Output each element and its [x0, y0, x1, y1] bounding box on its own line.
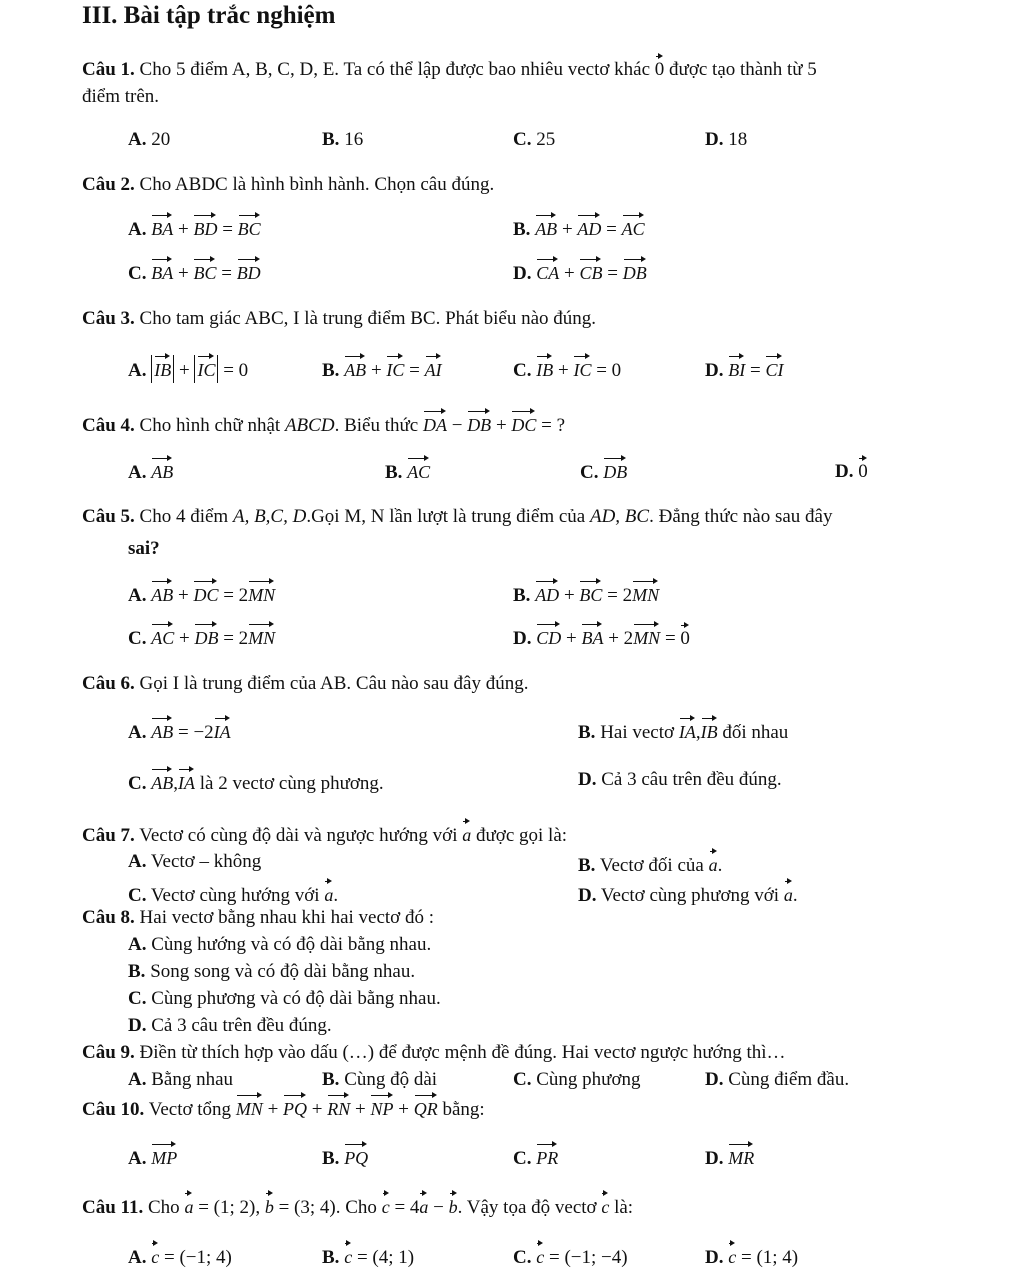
- question-text: Cho 4 điểm: [139, 506, 229, 527]
- q11-option-b[interactable]: [322, 1242, 414, 1270]
- option-text: 16: [344, 129, 364, 150]
- operator: +: [370, 360, 382, 381]
- operator: +: [311, 1099, 323, 1120]
- vector: MR: [728, 1143, 754, 1167]
- q3-option-c[interactable]: [513, 355, 621, 383]
- question-7: [82, 820, 567, 848]
- vector: PR: [536, 1143, 558, 1167]
- option-label: C.: [128, 628, 147, 649]
- question-1: [82, 55, 817, 82]
- question-label: Câu 11.: [82, 1197, 144, 1218]
- question-text: . Biểu thức: [334, 415, 419, 436]
- option-label: B.: [322, 1247, 340, 1268]
- option-text: 18: [728, 129, 748, 150]
- option-label: D.: [835, 461, 854, 482]
- question-5: [82, 505, 832, 529]
- option-label: A.: [128, 1148, 147, 1169]
- option-label: D.: [705, 1247, 724, 1268]
- question-9: [82, 1041, 786, 1065]
- vector: DB: [194, 623, 218, 647]
- q9-option-d[interactable]: [705, 1068, 849, 1092]
- vector: CD: [536, 623, 561, 647]
- question-4: [82, 410, 565, 438]
- vector: a: [419, 1192, 428, 1216]
- vector: c: [382, 1192, 390, 1216]
- question-label: Câu 7.: [82, 825, 135, 846]
- option-label: B.: [513, 219, 531, 240]
- question-label: Câu 1.: [82, 59, 135, 80]
- operator: +: [495, 415, 507, 436]
- option-text: = (−1; −4): [548, 1247, 628, 1268]
- option-label: D.: [578, 885, 597, 906]
- q11-option-d[interactable]: [705, 1242, 798, 1270]
- vector: AC: [151, 623, 174, 647]
- question-text: là:: [614, 1197, 634, 1218]
- vector: BA: [151, 258, 173, 282]
- option-text: Vectơ – không: [150, 851, 262, 872]
- operator: +: [563, 585, 575, 606]
- vector: AB: [344, 355, 366, 379]
- option-label: C.: [513, 129, 532, 150]
- value: = (3; 4): [278, 1197, 336, 1218]
- question-text: Cho hình chữ nhật: [139, 415, 281, 436]
- vector: AD: [535, 580, 559, 604]
- vector: a: [462, 820, 471, 844]
- question-text: Cho ABDC là hình bình hành. Chọn câu đúng.: [139, 174, 495, 195]
- vector: AB: [151, 768, 173, 792]
- q10-option-a[interactable]: [128, 1143, 177, 1171]
- question-5-cont: sai?: [128, 538, 160, 559]
- q5-option-a[interactable]: [128, 580, 275, 608]
- question-6: [82, 672, 528, 696]
- abs-value: [194, 355, 218, 383]
- q4-option-d[interactable]: [835, 457, 868, 484]
- q7-option-d[interactable]: [578, 880, 798, 908]
- vector: BA: [151, 214, 173, 238]
- option-text: Cùng phương và có độ dài bằng nhau.: [151, 988, 441, 1009]
- option-label: B.: [128, 961, 146, 982]
- option-text: Cùng độ dài: [344, 1069, 438, 1090]
- vector: MN: [236, 1094, 263, 1118]
- operator: +: [561, 219, 573, 240]
- option-label: D.: [578, 769, 597, 790]
- operator: =: [749, 360, 761, 381]
- points: A, B,C, D: [232, 506, 307, 527]
- option-label: A.: [128, 129, 147, 150]
- vector: IC: [573, 355, 591, 379]
- question-label: Câu 6.: [82, 673, 135, 694]
- question-label: Câu 2.: [82, 174, 135, 195]
- q1-option-a[interactable]: [128, 128, 170, 152]
- zero-vector: 0: [858, 457, 868, 481]
- vector: IB: [154, 355, 171, 379]
- operator: =: [607, 263, 618, 284]
- vector: BI: [728, 355, 745, 379]
- option-text: Vectơ đối của: [599, 855, 704, 876]
- question-text: Hai vectơ bằng nhau khi hai vectơ đó :: [139, 907, 435, 928]
- q3-option-d[interactable]: [705, 355, 783, 383]
- option-text: Bằng nhau: [151, 1069, 234, 1090]
- operator: =: [409, 360, 420, 381]
- q9-option-a[interactable]: [128, 1068, 233, 1092]
- operator: +: [178, 360, 190, 381]
- question-text: .Gọi M, N lần lượt là trung điểm của: [306, 506, 586, 527]
- option-label: D.: [705, 360, 724, 381]
- q6-option-d[interactable]: [578, 768, 782, 792]
- section-title: III. Bài tập trắc nghiệm: [82, 2, 336, 29]
- operator: = 2: [223, 628, 249, 649]
- option-text: Cả 3 câu trên đều đúng.: [601, 769, 782, 790]
- vector: IC: [386, 355, 404, 379]
- option-label: B.: [513, 585, 531, 606]
- option-label: D.: [128, 1015, 147, 1036]
- operator: +: [177, 263, 189, 284]
- option-label: B.: [578, 722, 596, 743]
- vector: QR: [414, 1094, 438, 1118]
- option-label: C.: [513, 1247, 532, 1268]
- q8-option-d[interactable]: [128, 1014, 332, 1038]
- vector: AC: [622, 214, 645, 238]
- question-text: được gọi là:: [476, 825, 568, 846]
- vector: IA: [679, 717, 696, 741]
- q5-option-c[interactable]: [128, 623, 275, 651]
- q2-option-a[interactable]: [128, 214, 261, 242]
- q1-option-c[interactable]: [513, 128, 555, 152]
- q10-option-b[interactable]: [322, 1143, 368, 1171]
- option-text: là 2 vectơ cùng phương.: [199, 773, 384, 794]
- operator: +: [177, 219, 189, 240]
- zero-vector: 0: [655, 55, 665, 79]
- vector: AB: [151, 457, 173, 481]
- abs-value: [151, 355, 174, 383]
- vector: AD: [577, 214, 601, 238]
- vector: c: [728, 1242, 736, 1266]
- shape-name: ABCD: [284, 415, 335, 436]
- q6-option-c[interactable]: [128, 768, 384, 796]
- vector: DB: [603, 457, 627, 481]
- option-label: C.: [128, 988, 147, 1009]
- option-label: D.: [705, 129, 724, 150]
- vector: AI: [425, 355, 442, 379]
- operator: +: [267, 1099, 279, 1120]
- vector: MN: [248, 580, 275, 604]
- separator: ,: [173, 773, 178, 794]
- vector: BC: [193, 258, 216, 282]
- question-text: . Cho: [335, 1197, 377, 1218]
- question-label: Câu 4.: [82, 415, 135, 436]
- operator: = 4: [394, 1197, 420, 1218]
- vector: b: [265, 1192, 274, 1216]
- vector: a: [784, 880, 793, 904]
- vector: BC: [238, 214, 261, 238]
- option-label: A.: [128, 1247, 147, 1268]
- vector: a: [184, 1192, 193, 1216]
- q5-option-d[interactable]: [513, 623, 690, 651]
- punctuation: .: [333, 885, 339, 906]
- q2-option-c[interactable]: [128, 258, 261, 286]
- vector: MP: [151, 1143, 177, 1167]
- question-text: Điền từ thích hợp vào dấu (…) để được mệnh đề đúng. Hai vectơ ngược hướng thì…: [139, 1042, 786, 1063]
- operator: =: [221, 263, 232, 284]
- operator: = 2: [223, 585, 249, 606]
- operator: −: [433, 1197, 444, 1218]
- q8-option-c[interactable]: [128, 987, 441, 1011]
- question-text: . Đẳng thức nào sau đây: [649, 506, 833, 527]
- zero-vector: 0: [680, 624, 690, 648]
- operator: = 0: [223, 360, 249, 381]
- q4-option-b[interactable]: [385, 457, 430, 485]
- operator: = 2: [607, 585, 633, 606]
- q1-option-d[interactable]: [705, 128, 747, 152]
- option-label: B.: [578, 855, 596, 876]
- question-text: . Vậy tọa độ vectơ: [457, 1197, 597, 1218]
- option-text: Vectơ cùng hướng với: [150, 885, 320, 906]
- vector: a: [709, 850, 718, 874]
- question-8: [82, 906, 434, 930]
- vector: CA: [536, 258, 559, 282]
- question-label: Câu 10.: [82, 1099, 145, 1120]
- option-text: 25: [536, 129, 556, 150]
- vector: IA: [178, 768, 195, 792]
- question-text: được tạo thành từ 5: [669, 59, 817, 80]
- q8-option-a[interactable]: [128, 933, 431, 957]
- question-text: Vectơ tổng: [148, 1099, 232, 1120]
- option-label: B.: [322, 1148, 340, 1169]
- q2-option-b[interactable]: [513, 214, 645, 242]
- operator: =: [222, 219, 233, 240]
- q3-option-a[interactable]: [128, 355, 248, 383]
- option-text: Song song và có độ dài bằng nhau.: [150, 961, 416, 982]
- operator: +: [177, 585, 189, 606]
- operator: +: [355, 1099, 366, 1120]
- option-label: D.: [513, 263, 532, 284]
- operator: +: [179, 628, 190, 649]
- option-label: C.: [128, 773, 147, 794]
- q1-option-b[interactable]: [322, 128, 363, 152]
- option-label: C.: [128, 263, 147, 284]
- question-text: bằng:: [442, 1099, 485, 1120]
- option-label: D.: [705, 1069, 724, 1090]
- operator: = ?: [541, 415, 566, 436]
- vector: a: [324, 880, 333, 904]
- vector: IB: [536, 355, 553, 379]
- vector: DB: [467, 410, 491, 434]
- option-label: B.: [322, 129, 340, 150]
- separator: ,: [695, 722, 701, 743]
- option-text: = (4; 1): [356, 1247, 415, 1268]
- question-3: [82, 307, 596, 331]
- vector: RN: [327, 1094, 350, 1118]
- q7-option-c[interactable]: [128, 880, 338, 908]
- vector: MN: [248, 623, 275, 647]
- vector: MN: [632, 580, 659, 604]
- q3-option-b[interactable]: [322, 355, 442, 383]
- q6-option-a[interactable]: [128, 717, 231, 745]
- option-text: Hai vectơ: [600, 722, 675, 743]
- question-2: [82, 173, 494, 197]
- question-1-cont: điểm trên.: [82, 86, 160, 107]
- segments: AD, BC: [589, 506, 650, 527]
- vector: AB: [535, 214, 557, 238]
- q4-option-c[interactable]: [580, 457, 627, 485]
- option-label: B.: [322, 1069, 340, 1090]
- q8-option-b[interactable]: [128, 960, 415, 984]
- q11-option-a[interactable]: [128, 1242, 232, 1270]
- question-text: Cho 5 điểm A, B, C, D, E. Ta có thể lập được bao nhiêu vectơ khác: [139, 59, 651, 80]
- vector: MN: [633, 623, 660, 647]
- option-label: A.: [128, 360, 147, 381]
- option-text: Vectơ cùng phương với: [600, 885, 780, 906]
- question-10: [82, 1094, 485, 1122]
- operator: +: [564, 263, 575, 284]
- option-label: A.: [128, 934, 147, 955]
- option-label: A.: [128, 462, 147, 483]
- vector: DA: [423, 410, 447, 434]
- option-text: Cùng hướng và có độ dài bằng nhau.: [151, 934, 432, 955]
- q7-option-b[interactable]: [578, 850, 722, 878]
- operator: + 2: [608, 628, 634, 649]
- option-label: D.: [513, 628, 532, 649]
- question-text: Cho tam giác ABC, I là trung điểm BC. Phát biểu nào đúng.: [139, 308, 597, 329]
- vector: PQ: [344, 1143, 368, 1167]
- q11-option-c[interactable]: [513, 1242, 628, 1270]
- operator: +: [566, 628, 577, 649]
- vector: DC: [193, 580, 218, 604]
- vector: BD: [237, 258, 261, 282]
- operator: = 0: [596, 360, 622, 381]
- vector: IB: [701, 717, 718, 741]
- question-text: Vectơ có cùng độ dài và ngược hướng với: [139, 825, 458, 846]
- vector: DB: [623, 258, 647, 282]
- vector: c: [151, 1242, 159, 1266]
- question-11: [82, 1192, 633, 1220]
- option-label: C.: [580, 462, 599, 483]
- q4-option-a[interactable]: [128, 457, 173, 485]
- option-text: Cả 3 câu trên đều đúng.: [151, 1015, 332, 1036]
- operator: =: [664, 628, 676, 649]
- option-text: Cùng phương: [536, 1069, 641, 1090]
- q6-option-b[interactable]: [578, 717, 788, 745]
- q10-option-c[interactable]: [513, 1143, 558, 1171]
- option-text: 20: [151, 129, 171, 150]
- option-label: C.: [513, 360, 532, 381]
- option-text: = (−1; 4): [163, 1247, 232, 1268]
- vector: BC: [579, 580, 602, 604]
- vector: AC: [407, 457, 430, 481]
- option-label: C.: [128, 885, 147, 906]
- vector: PQ: [283, 1094, 307, 1118]
- question-label: Câu 9.: [82, 1042, 135, 1063]
- operator: =: [606, 219, 617, 240]
- operator: +: [398, 1099, 409, 1120]
- vector: CI: [765, 355, 783, 379]
- option-text: = (1; 4): [740, 1247, 799, 1268]
- option-label: A.: [128, 851, 147, 872]
- q5-option-b[interactable]: [513, 580, 659, 608]
- value: = (1; 2),: [198, 1197, 261, 1218]
- option-label: A.: [128, 1069, 147, 1090]
- option-label: A.: [128, 722, 147, 743]
- vector: AB: [151, 717, 173, 741]
- option-label: C.: [513, 1148, 532, 1169]
- option-label: A.: [128, 219, 147, 240]
- operator: = −2: [177, 722, 214, 743]
- vector: c: [536, 1242, 544, 1266]
- vector: IC: [197, 355, 215, 379]
- option-text: Cùng điểm đầu.: [728, 1069, 850, 1090]
- vector: b: [449, 1192, 458, 1216]
- vector: AB: [151, 580, 173, 604]
- option-label: B.: [322, 360, 340, 381]
- vector: CB: [579, 258, 602, 282]
- question-label: Câu 8.: [82, 907, 135, 928]
- operator: +: [557, 360, 569, 381]
- punctuation: .: [792, 885, 798, 906]
- punctuation: .: [717, 855, 723, 876]
- question-text: Gọi I là trung điểm của AB. Câu nào sau đây đúng.: [139, 673, 529, 694]
- q10-option-d[interactable]: [705, 1143, 754, 1171]
- q9-option-c[interactable]: [513, 1068, 641, 1092]
- q7-option-a[interactable]: [128, 850, 261, 874]
- vector: c: [601, 1192, 609, 1216]
- option-label: B.: [385, 462, 403, 483]
- q2-option-d[interactable]: [513, 258, 647, 286]
- option-label: A.: [128, 585, 147, 606]
- option-text: đối nhau: [722, 722, 789, 743]
- option-label: D.: [705, 1148, 724, 1169]
- option-label: C.: [513, 1069, 532, 1090]
- vector: BD: [193, 214, 217, 238]
- question-label: Câu 5.: [82, 506, 135, 527]
- question-text: Cho: [148, 1197, 180, 1218]
- q9-option-b[interactable]: [322, 1068, 437, 1092]
- operator: −: [451, 415, 463, 436]
- question-label: Câu 3.: [82, 308, 135, 329]
- vector: NP: [370, 1094, 393, 1118]
- vector: IA: [214, 717, 231, 741]
- vector: BA: [581, 623, 603, 647]
- vector: c: [344, 1242, 352, 1266]
- vector: DC: [511, 410, 536, 434]
